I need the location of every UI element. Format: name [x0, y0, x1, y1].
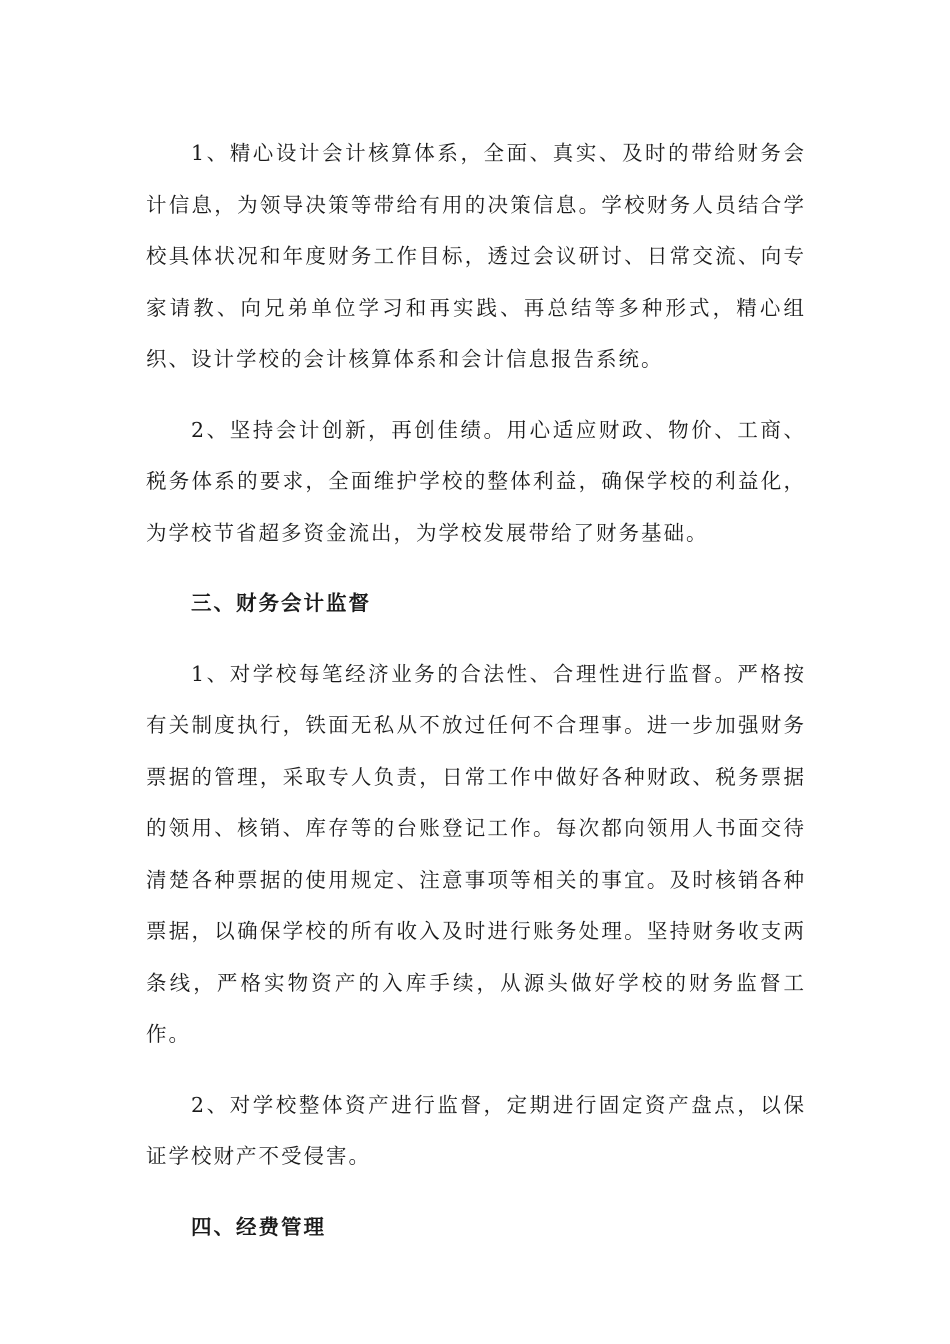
- paragraph-accounting-innovation: 2、坚持会计创新，再创佳绩。用心适应财政、物价、工商、税务体系的要求，全面维护学校的整体利益，确保学校的利益化，为学校节省超多资金流出，为学校发展带给了财务基础。: [146, 417, 806, 545]
- document-body: [146, 128, 806, 1272]
- section-heading-supervision: 三、财务会计监督: [191, 591, 371, 615]
- section-heading-funds-management: 四、经费管理: [191, 1214, 326, 1239]
- paragraph-accounting-system: 1、精心设计会计核算体系，全面、真实、及时的带给财务会计信息，为领导决策等带给有用的决策信息。学校财务人员结合学校具体状况和年度财务工作目标，透过会议研讨、日常交流、向专家请教、向兄弟单位学习和再实践、再总结等多种形式，精心组织、设计学校的会计核算体系和会计信息报告系统。: [146, 141, 806, 371]
- paragraph-business-supervision: 1、对学校每笔经济业务的合法性、合理性进行监督。严格按有关制度执行，铁面无私从不放过任何不合理事。进一步加强财务票据的管理，采取专人负责，日常工作中做好各种财政、税务票据的领用、核销、库存等的台账登记工作。每次都向领用人书面交待清楚各种票据的使用规定、注意事项等相关的事宜。及时核销各种票据，以确保学校的所有收入及时进行账务处理。坚持财务收支两条线，严格实物资产的入库手续，从源头做好学校的财务监督工作。: [146, 661, 806, 1046]
- paragraph-asset-supervision: 2、对学校整体资产进行监督，定期进行固定资产盘点，以保证学校财产不受侵害。: [146, 1092, 806, 1168]
